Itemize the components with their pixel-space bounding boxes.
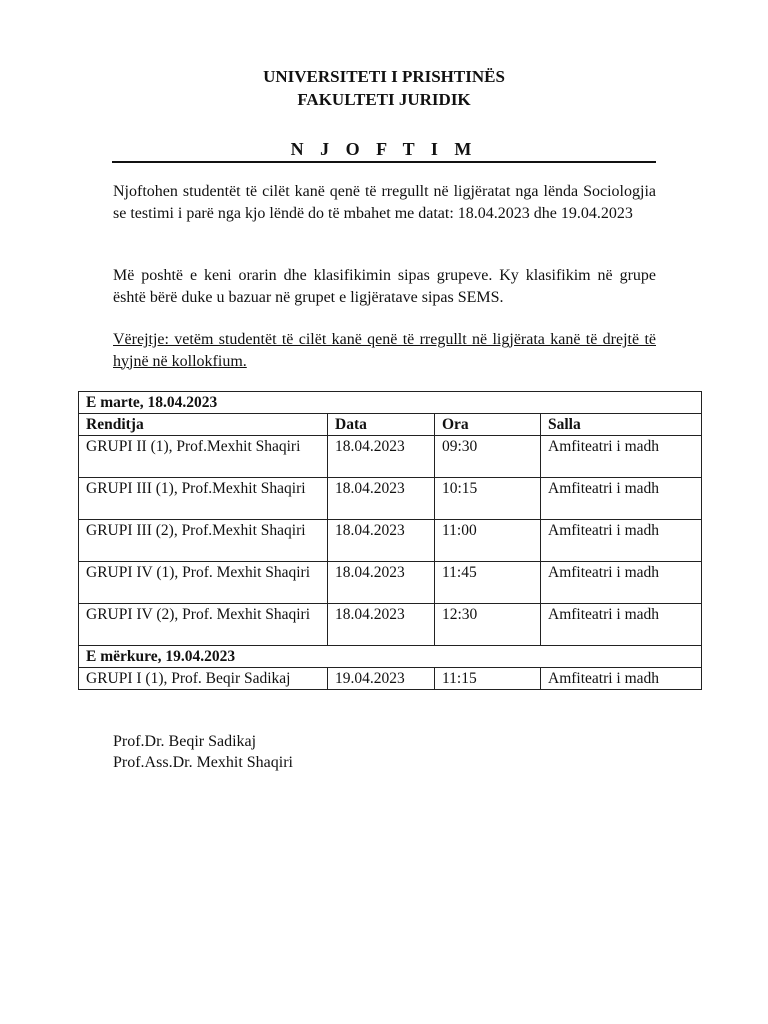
faculty-name: FAKULTETI JURIDIK [297, 90, 471, 109]
date-cell: 19.04.2023 [328, 668, 435, 690]
schedule-paragraph: Më poshtë e keni orarin dhe klasifikimin sipas grupeve. Ky klasifikim në grupe është bërë duke u bazuar në grupet e ligjëratave sipas SEMS. [113, 267, 656, 306]
signature-line: Prof.Dr. Beqir Sadikaj [113, 733, 257, 750]
time-cell: 12:30 [435, 604, 541, 646]
day-header-row [79, 646, 702, 668]
group-cell: GRUPI I (1), Prof. Beqir Sadikaj [79, 668, 328, 690]
date-cell: 18.04.2023 [328, 478, 435, 520]
signature-line: Prof.Ass.Dr. Mexhit Shaqiri [113, 754, 293, 771]
notice-title: N J O F T I M [290, 139, 478, 159]
day-header: E marte, 18.04.2023 [79, 392, 702, 414]
group-cell: GRUPI II (1), Prof.Mexhit Shaqiri [79, 436, 328, 478]
column-header: Data [328, 414, 435, 436]
room-cell: Amfiteatri i madh [541, 604, 702, 646]
time-cell: 11:00 [435, 520, 541, 562]
group-cell: GRUPI III (1), Prof.Mexhit Shaqiri [79, 478, 328, 520]
day-header: E mërkure, 19.04.2023 [79, 646, 702, 668]
room-cell: Amfiteatri i madh [541, 436, 702, 478]
date-cell: 18.04.2023 [328, 436, 435, 478]
title-divider [112, 161, 656, 163]
room-cell: Amfiteatri i madh [541, 478, 702, 520]
time-cell: 11:45 [435, 562, 541, 604]
group-cell: GRUPI III (2), Prof.Mexhit Shaqiri [79, 520, 328, 562]
table-row [79, 520, 702, 562]
intro-paragraph: Njoftohen studentët të cilët kanë qenë të rregullt në ligjëratat nga lënda Sociologjia se testimi i parë nga kjo lëndë do të mbahet me datat: 18.04.2023 dhe 19.04.2023 [113, 183, 656, 222]
room-cell: Amfiteatri i madh [541, 520, 702, 562]
time-cell: 09:30 [435, 436, 541, 478]
table-row [79, 668, 702, 690]
table-row [79, 478, 702, 520]
day-header-row [79, 392, 702, 414]
table-row [79, 562, 702, 604]
table-row [79, 604, 702, 646]
column-header-row [79, 414, 702, 436]
date-cell: 18.04.2023 [328, 604, 435, 646]
column-header: Salla [541, 414, 702, 436]
time-cell: 10:15 [435, 478, 541, 520]
schedule-table [78, 391, 702, 690]
time-cell: 11:15 [435, 668, 541, 690]
university-name: UNIVERSITETI I PRISHTINËS [263, 67, 505, 86]
note-paragraph: Vërejtje: vetëm studentët të cilët kanë qenë të rregullt në ligjërata kanë të drejtë të hyjnë në kollokfium. [113, 331, 656, 370]
column-header: Ora [435, 414, 541, 436]
table-row [79, 436, 702, 478]
group-cell: GRUPI IV (1), Prof. Mexhit Shaqiri [79, 562, 328, 604]
date-cell: 18.04.2023 [328, 562, 435, 604]
date-cell: 18.04.2023 [328, 520, 435, 562]
group-cell: GRUPI IV (2), Prof. Mexhit Shaqiri [79, 604, 328, 646]
column-header: Renditja [79, 414, 328, 436]
room-cell: Amfiteatri i madh [541, 562, 702, 604]
room-cell: Amfiteatri i madh [541, 668, 702, 690]
